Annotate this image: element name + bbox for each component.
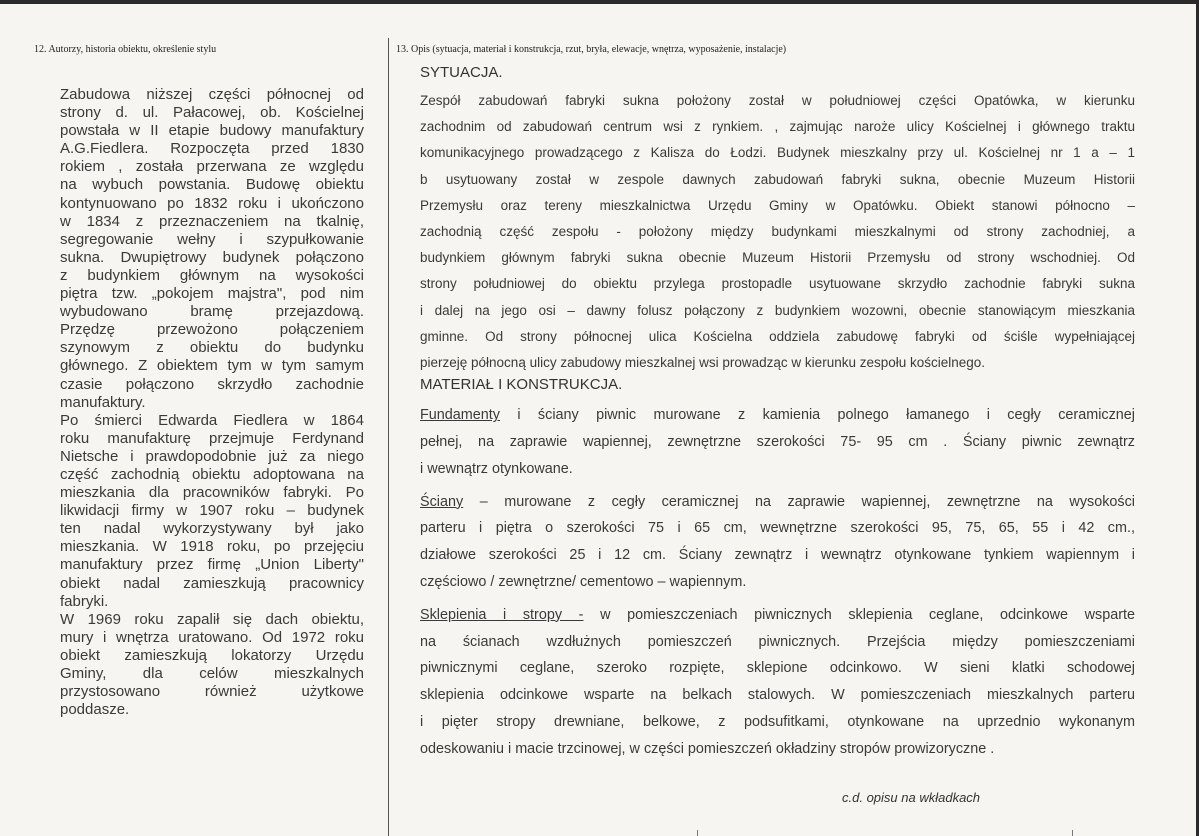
text-line: fabryki.	[60, 592, 109, 610]
text-line: piwnicznymi ceglane, szeroko rozpięte, sklepione odcinkowo. W sieni klatki schodowej	[420, 660, 1135, 677]
description-text	[420, 62, 1135, 763]
foundations-label: Fundamenty	[420, 407, 500, 424]
situation-heading: SYTUACJA.	[420, 64, 503, 81]
text-line: część zachodnią obiektu adoptowana na	[60, 465, 364, 483]
text-line: Po śmierci Edwarda Fiedlera w 1864	[60, 411, 364, 429]
text-line: i wewnątrz otynkowane.	[420, 460, 573, 477]
text-line: zachodnim od zabudowań centrum wsi z rynkiem. , zajmując naroże ulicy Kościelnej i głównego traktu	[420, 119, 1135, 135]
text-line: na ścianach wzdłużnych pomieszczeń piwnicznych. Przejścia między pomieszczeniami	[420, 633, 1135, 650]
text-line	[420, 602, 1135, 629]
text-line: W 1969 roku zapalił się dach obiektu,	[60, 610, 364, 628]
material-heading: MATERIAŁ I KONSTRUKCJA.	[420, 376, 623, 394]
text-line: sukna. Dwupiętrowy budynek połączono	[60, 248, 364, 266]
text-line: sklepienia odcinkowe wsparte na belkach stalowych. W pomieszczeniach mieszkalnych parteru	[420, 687, 1135, 704]
text-line: segregowanie wełny i szypułkowanie	[60, 230, 364, 248]
situation-paragraph	[420, 88, 1135, 376]
text-run: i ściany piwnic murowane z kamienia polnego łamanego i cegły ceramicznej	[500, 407, 1135, 424]
text-line: działowe szerokości 25 i 12 cm. Ściany zewnątrz i wewnątrz otynkowane tynkiem wapiennym i	[420, 547, 1135, 564]
text-line: z budynkiem głównym na wysokości	[60, 266, 364, 284]
text-run: w pomieszczeniach piwnicznych sklepienia ceglane, odcinkowe wsparte	[583, 606, 1136, 623]
column-divider	[388, 38, 389, 836]
text-line: pełnej, na zaprawie wapiennej, zewnętrzne szerokości 75- 95 cm . Ściany piwnic zewnątrz	[420, 434, 1135, 451]
text-line: i pięter stropy drewniane, belkowe, z podsufitkami, otynkowane na uprzednio wykonanym	[420, 714, 1135, 730]
text-line: strony południowej do obiektu przylega prostopadle usytuowane skrzydło zachodnie fabryki sukna	[420, 276, 1135, 292]
walls-label: Ściany	[420, 493, 464, 510]
scan-mark	[1072, 830, 1073, 836]
text-run: – murowane z cegły ceramicznej na zaprawie wapiennej, zewnętrzne na wysokości	[463, 493, 1135, 510]
text-line: zachodnią część zespołu - położony między budynkami mieszkalnymi od strony zachodniej, a	[420, 224, 1135, 240]
scan-edge-top	[0, 0, 1199, 4]
text-line: b usytuowany został w zespole dawnych zabudowań fabryki sukna, obecnie Muzeum Historii	[420, 171, 1135, 187]
text-line: Zabudowa niższej części północnej od	[60, 86, 364, 103]
text-line	[420, 489, 1135, 516]
text-line: komunikacyjnego prowadzącego z Kalisza do Łodzi. Budynek mieszkalny przy ul. Kościelnej nr 1 a – 1	[420, 145, 1135, 161]
text-line: w 1834 z przeznaczeniem na tkalnię,	[60, 212, 364, 230]
text-line: kontynuowano po 1832 roku i ukończono	[60, 194, 364, 212]
text-line: manufaktury przez firmę „Union Liberty"	[60, 556, 364, 574]
text-line: Przemysłu oraz tereny mieszkalnictwa Urzędu Gminy w Opatówku. Obiekt stanowi północno –	[420, 197, 1135, 213]
history-text	[60, 86, 364, 719]
text-line: Przędzę przewożono połączeniem	[60, 321, 364, 339]
text-line: parteru i piętra o szerokości 75 i 65 cm, wewnętrzne szerokości 95, 75, 65, 55 i 42 cm.,	[420, 520, 1135, 537]
text-line: likwidacji firmy w 1907 roku – budynek	[60, 502, 364, 520]
text-line: A.G.Fiedlera. Rozpoczęta przed 1830	[60, 140, 364, 158]
text-line: Gminy, dla celów mieszkalnych	[60, 665, 364, 682]
text-line: manufaktury.	[60, 393, 146, 411]
text-line: przystosowano również użytkowe	[60, 683, 364, 701]
text-line: szynowym z obiektu do budynku	[60, 339, 364, 357]
text-line: obiekt zamieszkują lokatorzy Urzędu	[60, 646, 364, 664]
text-line: i dalej na jego osi – dawny folusz połączony z budynkiem wozowni, obecnie stanowiącym mieszkania	[420, 302, 1135, 318]
vaults-label: Sklepienia i stropy -	[420, 606, 584, 623]
text-line: mury i wnętrza uratowano. Od 1972 roku	[60, 628, 364, 646]
text-line: Nietsche i prawdopodobnie już za niego	[60, 447, 364, 465]
text-line: mieszkania. W 1918 roku, po przejęciu	[60, 538, 364, 556]
text-line: czasie połączono skrzydło zachodnie	[60, 375, 364, 393]
foundations-paragraph	[420, 402, 1135, 482]
text-line: poddasze.	[60, 701, 130, 719]
walls-paragraph	[420, 489, 1135, 596]
text-line: obiekt nadal zamieszkują pracownicy	[60, 574, 364, 592]
continuation-note: c.d. opisu na wkładkach	[842, 790, 981, 805]
text-line: rokiem , została przerwana ze względu	[60, 158, 364, 176]
text-line: głównego. Z obiektem tym w tym samym	[60, 357, 364, 375]
text-line: Zespół zabudowań fabryki sukna położony został w południowej części Opatówka, w kierunku	[420, 93, 1135, 108]
text-line: ten nadal wykorzystywany był jako	[60, 520, 364, 538]
text-line: częściowo / zewnętrzne/ cementowo – wapiennym.	[420, 574, 747, 591]
text-line: piętra tzw. „pokojem majstra", pod nim	[60, 285, 364, 303]
scan-mark	[697, 830, 698, 836]
text-line: strony d. ul. Pałacowej, ob. Kościelnej	[60, 104, 364, 122]
text-line	[420, 402, 1135, 429]
text-line: mieszkania dla pracowników fabryki. Po	[60, 484, 364, 502]
right-column-header: 13. Opis (sytuacja, materiał i konstrukcja, rzut, bryła, elewacje, wnętrza, wyposażenie, instalacje)	[396, 44, 787, 55]
text-line: powstała w II etapie budowy manufaktury	[60, 122, 364, 140]
text-line: na wybuch powstania. Budowę obiektu	[60, 176, 364, 194]
left-column-header: 12. Autorzy, historia obiektu, określenie stylu	[34, 44, 217, 55]
text-line: odeskowaniu i macie trzcinowej, w części pomieszczeń okładziny stropów prowizoryczne .	[420, 740, 995, 757]
vaults-paragraph	[420, 602, 1135, 763]
text-line: gminne. Od strony północnej ulica Kościelna oddziela zabudowę fabryki od ściśle wypełniającej	[420, 328, 1135, 344]
text-line: roku manufakturę przejmuje Ferdynand	[60, 429, 364, 447]
text-line: wybudowano bramę przejazdową.	[60, 303, 364, 321]
text-line: pierzeję północną ulicy zabudowy mieszkalnej wsi prowadząc w kierunku zespołu kościelnego.	[420, 355, 986, 371]
text-line: budynkiem głównym fabryki sukna obecnie Muzeum Historii Przemysłu od strony wschodniej. Od	[420, 250, 1135, 266]
